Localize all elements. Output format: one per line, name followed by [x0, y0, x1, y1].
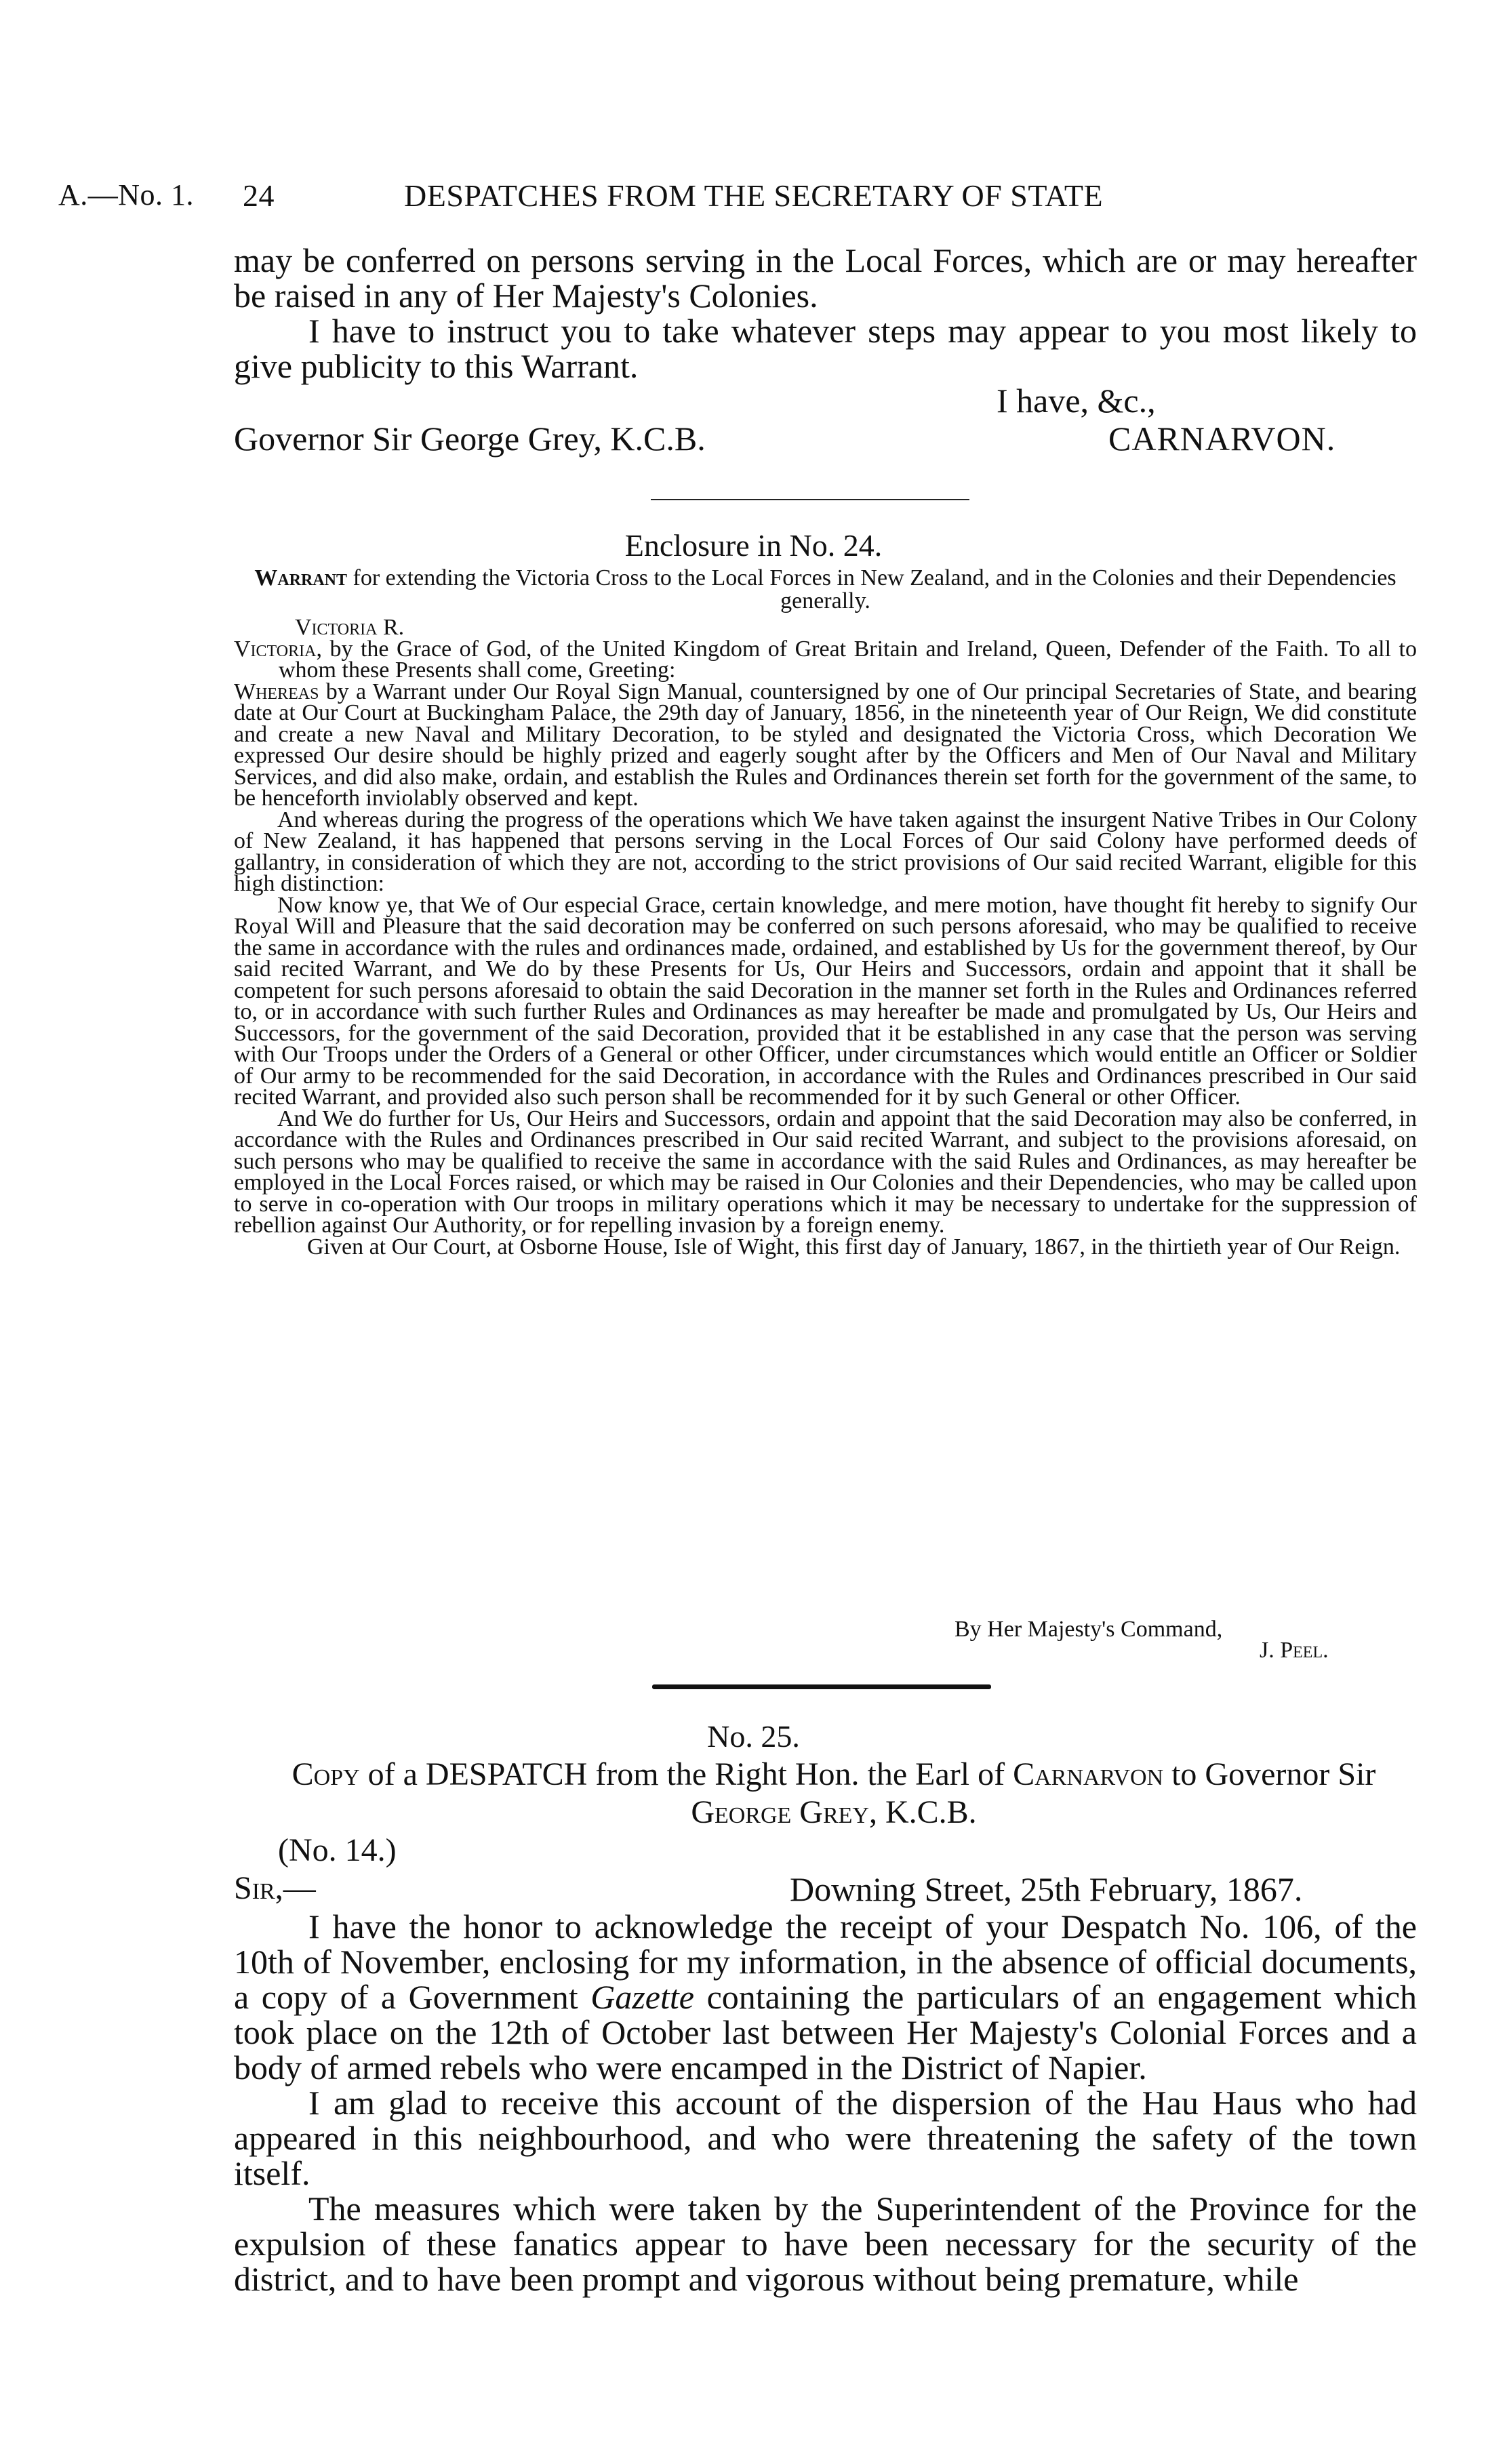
- governor-name: George Grey: [691, 1794, 869, 1830]
- whereas-lead: Whereas: [234, 679, 319, 704]
- closing-formula: I have, &c.,: [997, 382, 1156, 420]
- signatory: CARNARVON.: [1108, 420, 1336, 458]
- given-clause: Given at Our Court, at Osborne House, Isle of Wight, this first day of January, 1867, in the thirtieth year of Our Reign.: [307, 1234, 1401, 1259]
- divider: [651, 499, 969, 500]
- paragraph: [234, 1909, 1417, 2085]
- despatch-25-body: [234, 1909, 1417, 2297]
- warrant-title-lead: Warrant: [254, 565, 347, 590]
- paragraph-now-know: Now know ye, that We of Our especial Grace, certain knowledge, and mere motion, have thought fit hereby to signify Our Royal Will and Pleasure that the said decoration may be conferred on such persons aforesaid, who may be qualified to receive the same in accordance with the rules and ordinances made, ordained, and established by Us for the government thereof, by Our said recited Warrant, and We do by these Presents for Us, Our Heirs and Successors, ordain and appoint that it shall be competent for such persons aforesaid to obtain the said Decoration in the manner set forth in the Rules and Ordinances referred to, or in accordance with such further Rules and Ordinances as may hereafter be made and promulgated by Us, Our Heirs and Successors, for the government of the said Decoration, provided that it be established in any case that the person was serving with Our Troops under the Orders of a General or other Officer, under circumstances which would entitle an Officer or Soldier of Our army to be recommended for the said Decoration, in accordance with the Rules and Ordinances prescribed in Our said recited Warrant, and provided also such person shall be recommended for it by such General or other Officer.: [234, 892, 1417, 1110]
- addressee: Governor Sir George Grey, K.C.B.: [234, 420, 706, 458]
- command-line: By Her Majesty's Command,: [955, 1617, 1223, 1642]
- warrant-title: [234, 567, 1417, 613]
- royal-style-rest: by the Grace of God, of the United Kingdom of Great Britain and Ireland, Queen, Defender of the Faith. To all to whom these Presents shall come, Greeting:: [279, 636, 1417, 683]
- para1-post: containing the particulars of an engagement which took place on the 12th of October last between Her Majesty's Colonial Forces and a body of armed rebels who were encamped in the District of Napier.: [234, 1978, 1418, 2086]
- salutation: Sir,—: [234, 1870, 316, 1906]
- copy-text: to Governor Sir: [1171, 1756, 1376, 1792]
- paragraph: may be conferred on persons serving in the Local Forces, which are or may hereafter be raised in any of Her Majesty's Colonies.: [234, 241, 1417, 315]
- paragraph-and-whereas: And whereas during the progress of the operations which We have taken against the insurgent Native Tribes in Our Colony of New Zealand, it has happened that persons serving in the Local Forces of Our said Colony have performed deeds of gallantry, in consideration of which they are not, according to the strict provisions of Our said recited Warrant, eligible for this high distinction:: [234, 807, 1417, 896]
- despatch-serial: (No. 14.): [278, 1832, 397, 1868]
- warrant-signer: J. Peel.: [1260, 1638, 1329, 1663]
- enclosure-heading: Enclosure in No. 24.: [624, 528, 883, 563]
- place-date: Downing Street, 25th February, 1867.: [790, 1870, 1303, 1908]
- royal-style: [234, 636, 1417, 683]
- gazette-word: Gazette: [590, 1978, 694, 2016]
- copy-lead: Copy: [292, 1756, 360, 1792]
- page-number: 24: [243, 178, 275, 213]
- running-title: DESPATCHES FROM THE SECRETARY OF STATE: [404, 178, 1104, 213]
- para1-pre: I have the honor to acknowledge the receipt of your Despatch No. 106, of the 10th of November, enclosing for my information, in the absence of official documents, a copy of a Government: [234, 1907, 1417, 2016]
- earl-name: Carnarvon: [1013, 1756, 1164, 1792]
- copy-text: of a DESPATCH from the Right Hon. the Earl of: [367, 1756, 1005, 1792]
- paragraph-and-we: And We do further for Us, Our Heirs and Successors, ordain and appoint that the said Decoration may also be conferred, in accordance with the Rules and Ordinances prescribed in Our said recited Warrant, and subject to the provisions aforesaid, on such persons who may be qualified to receive the same in accordance with the said Rules and Ordinances, as may hereafter be employed in the Local Forces raised, or which may be raised in Our Colonies and their Dependencies, who may be called upon to serve in co-operation with Our troops in military operations which it may be necessary to undertake for the suppression of rebellion against Our Authority, or for repelling invasion by a foreign enemy.: [234, 1106, 1417, 1238]
- paragraph: The measures which were taken by the Superintendent of the Province for the expulsion of these fanatics appear to have been necessary for the security of the district, and to have been prompt and vigorous without being premature, while: [234, 2189, 1417, 2298]
- paragraph-whereas: [234, 681, 1417, 809]
- copy-text: , K.C.B.: [868, 1794, 977, 1830]
- paper-reference: A.—No. 1.: [58, 178, 195, 211]
- paragraph: I am glad to receive this account of the dispersion of the Hau Haus who had appeared in this neighbourhood, and who were threatening the safety of the town itself.: [234, 2084, 1417, 2192]
- sovereign-signature: Victoria R.: [295, 615, 405, 640]
- paragraph: I have to instruct you to take whatever steps may appear to you most likely to give publicity to this Warrant.: [234, 312, 1417, 385]
- warrant-title-rest: for extending the Victoria Cross to the Local Forces in New Zealand, and in the Colonies and their Dependencies generally.: [353, 565, 1397, 613]
- royal-style-lead: Victoria,: [234, 636, 322, 662]
- despatch-number: No. 25.: [707, 1719, 800, 1754]
- enclosure-body: [234, 567, 1417, 1257]
- despatch-title: [258, 1756, 1410, 1832]
- whereas-rest: by a Warrant under Our Royal Sign Manual, countersigned by one of Our principal Secretaries of State, and bearing date at Our Court at Buckingham Palace, the 29th day of January, 1856, in the nineteenth year of Our Reign, We did constitute and create a new Naval and Military Decoration, to be styled and designated the Victoria Cross, which Decoration We expressed Our desire should be highly prized and eagerly sought after by the Officers and Men of Our Naval and Military Services, and did also make, ordain, and establish the Rules and Ordinances therein set forth for the government of the same, to be henceforth inviolably observed and kept.: [234, 679, 1418, 811]
- thick-divider: [652, 1684, 991, 1689]
- despatch-24-continuation: [234, 243, 1417, 384]
